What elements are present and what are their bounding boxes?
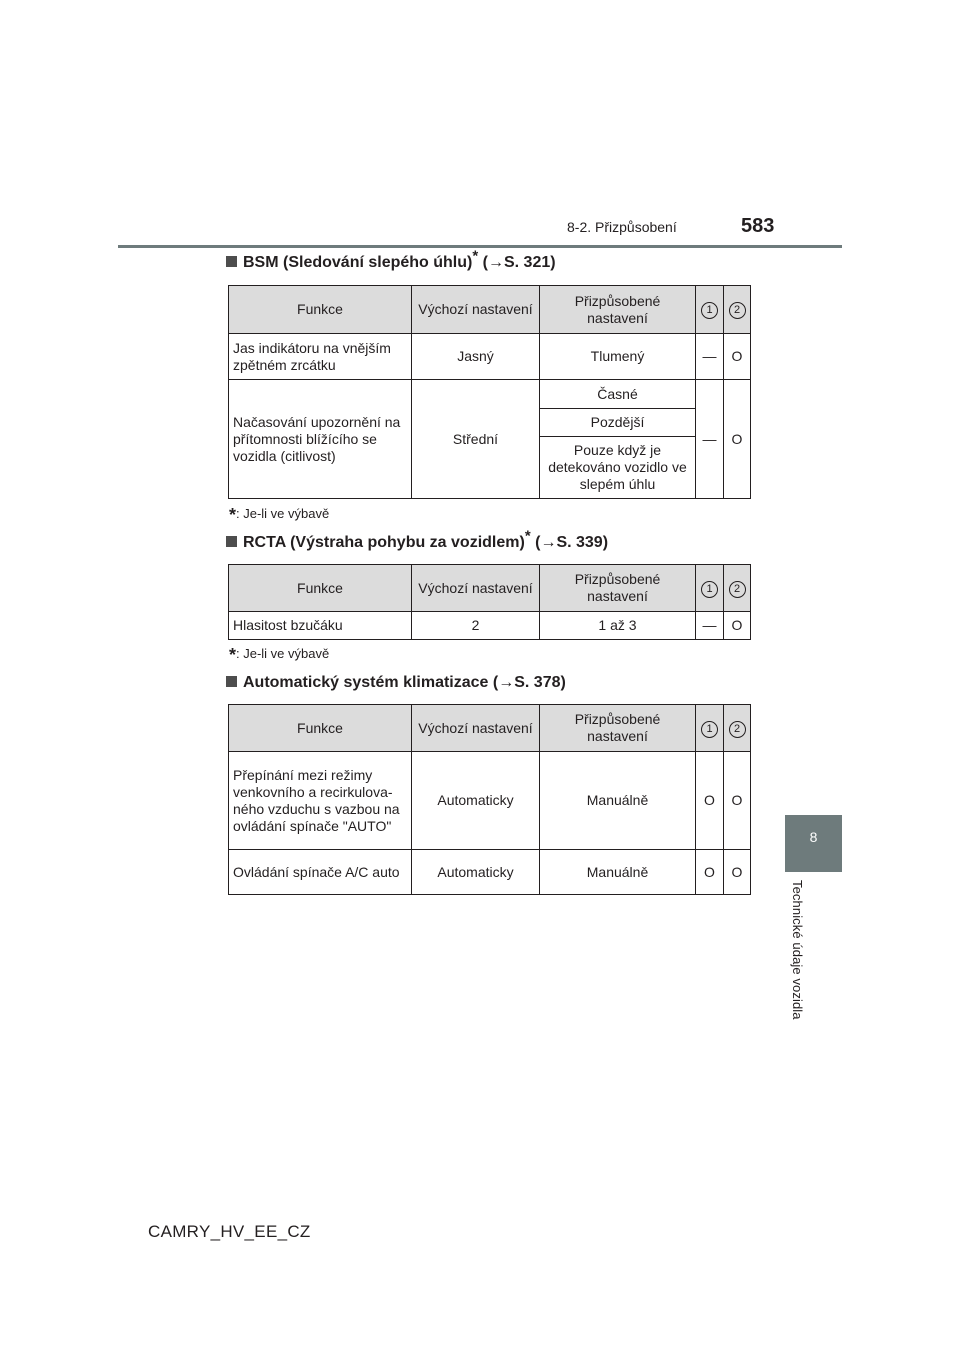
header-col2: 2	[724, 705, 751, 752]
header-custom: Přizpůsobené nastavení	[540, 565, 696, 612]
header-custom: Přizpůsobené nastavení	[540, 286, 696, 334]
header-divider	[118, 245, 842, 248]
bsm-table	[228, 285, 751, 499]
square-bullet-icon	[226, 676, 237, 687]
section-header: 8-2. Přizpůsobení	[567, 219, 677, 235]
header-custom: Přizpůsobené nastavení	[540, 705, 696, 752]
section-title-climate: Automatický systém klimatizace (→S. 378)	[226, 674, 566, 692]
chapter-label: Technické údaje vozidla	[790, 880, 805, 1020]
table-row: Hlasitost bzučáku 2 1 až 3 — O	[229, 612, 751, 640]
header-col1: 1	[696, 286, 724, 334]
header-function: Funkce	[229, 705, 412, 752]
table-row: Ovládání spínače A/C auto Automaticky Manuálně O O	[229, 850, 751, 895]
header-col2: 2	[724, 565, 751, 612]
document-code: CAMRY_HV_EE_CZ	[148, 1222, 311, 1241]
table-row: Přepínání mezi režimy venkovního a recirkulova- ného vzduchu s vazbou na ovládání spínače "AUTO" Automaticky Manuálně O O	[229, 752, 751, 850]
header-function: Funkce	[229, 286, 412, 334]
header-default: Výchozí nastavení	[412, 565, 540, 612]
square-bullet-icon	[226, 256, 237, 267]
header-default: Výchozí nastavení	[412, 705, 540, 752]
table-row: Pozdější	[229, 409, 751, 437]
header-function: Funkce	[229, 565, 412, 612]
footnote-bsm: *: Je-li ve výbavě	[229, 505, 330, 525]
climate-table	[228, 704, 751, 895]
header-col1: 1	[696, 705, 724, 752]
rcta-table	[228, 564, 751, 640]
page-number: 583	[741, 215, 775, 237]
section-title-bsm: BSM (Sledování slepého úhlu)* (→S. 321)	[226, 254, 556, 272]
table-row: Načasování upozornění na přítomnosti blížícího se vozidla (citlivost) Střední Časné — O	[229, 380, 751, 409]
header-default: Výchozí nastavení	[412, 286, 540, 334]
square-bullet-icon	[226, 536, 237, 547]
header-col2: 2	[724, 286, 751, 334]
section-title-rcta: RCTA (Výstraha pohybu za vozidlem)* (→S. 339)	[226, 534, 608, 552]
footnote-rcta: *: Je-li ve výbavě	[229, 645, 330, 665]
table-row: Jas indikátoru na vnějším zpětném zrcátku Jasný Tlumený — O	[229, 334, 751, 380]
header-col1: 1	[696, 565, 724, 612]
table-row: Pouze když je detekováno vozidlo ve slepém úhlu	[229, 437, 751, 499]
chapter-number: 8	[809, 829, 818, 845]
